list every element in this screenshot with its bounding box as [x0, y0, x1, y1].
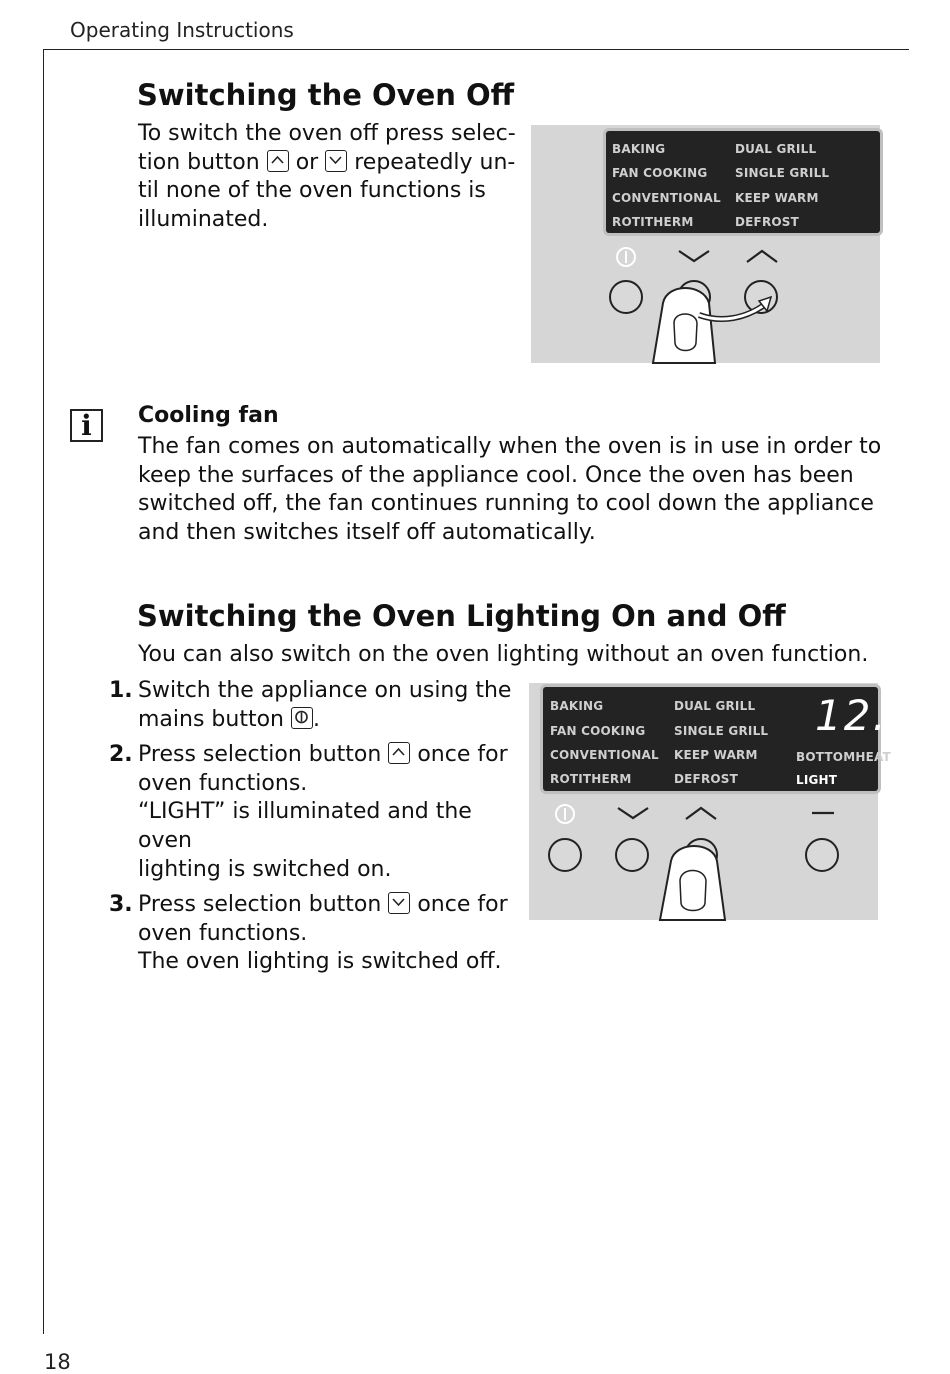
display-label: FAN COOKING	[612, 166, 708, 180]
text-line	[138, 149, 528, 178]
text-line	[138, 706, 523, 735]
display-label: BAKING	[612, 142, 666, 156]
text-line: Switch the appliance on using the	[138, 678, 512, 703]
display-label: ROTITHERM	[612, 215, 694, 229]
step-number: 2.	[109, 742, 133, 768]
down-button-icon	[325, 150, 347, 172]
text-line: The oven lighting is switched off.	[138, 949, 502, 975]
header-rule	[43, 49, 909, 50]
text-line: keep the surfaces of the appliance cool. Once the oven has been	[138, 462, 854, 488]
margin-rule	[43, 49, 44, 1334]
step-number: 3.	[109, 892, 133, 918]
list-item	[109, 677, 523, 734]
display-label: DUAL GRILL	[735, 142, 817, 156]
display-label: CONVENTIONAL	[550, 748, 659, 762]
text-fragment: mains button	[138, 706, 284, 732]
display-label: SINGLE GRILL	[735, 166, 830, 180]
text-line: “LIGHT” is illuminated and the oven	[138, 799, 472, 853]
display-label: BAKING	[550, 699, 604, 713]
text-fragment: Press selection button	[138, 742, 382, 768]
text-fragment: or	[295, 149, 319, 175]
text-line	[138, 741, 523, 770]
text-line: oven functions.	[138, 920, 308, 946]
oven-off-paragraph	[138, 120, 528, 234]
list-item	[109, 891, 523, 977]
control-panel-illustration-off	[531, 125, 880, 363]
display-label: ROTITHERM	[550, 772, 632, 786]
display-label: FAN COOKING	[550, 724, 646, 738]
running-title: Operating Instructions	[70, 18, 294, 42]
text-line	[138, 891, 523, 920]
text-fragment: repeatedly un-	[354, 149, 516, 175]
display-label: DEFROST	[674, 772, 739, 786]
section-heading-lighting: Switching the Oven Lighting On and Off	[137, 599, 786, 633]
display-label: DUAL GRILL	[674, 699, 756, 713]
up-button-icon	[267, 150, 289, 172]
display-label: KEEP WARM	[674, 748, 758, 762]
display-label: SINGLE GRILL	[674, 724, 769, 738]
text-line: til none of the oven functions is	[138, 178, 486, 204]
mains-button-icon	[291, 707, 313, 729]
text-line: switched off, the fan continues running to cool down the appliance	[138, 491, 874, 517]
display-label: BOTTOMHEAT	[796, 750, 891, 764]
note-paragraph	[138, 433, 898, 547]
text-fragment: Press selection button	[138, 892, 382, 918]
text-line: The fan comes on automatically when the oven is in use in order to	[138, 434, 882, 459]
page-number: 18	[44, 1350, 71, 1374]
step-number: 1.	[109, 678, 133, 703]
info-glyph: i	[81, 409, 92, 442]
text-fragment: tion button	[138, 149, 260, 175]
text-fragment: once for	[417, 742, 508, 768]
down-button-icon	[388, 892, 410, 914]
text-fragment: once for	[417, 892, 508, 918]
lighting-intro: You can also switch on the oven lighting without an oven function.	[138, 642, 869, 667]
text-line: To switch the oven off press selec-	[138, 121, 516, 146]
up-button-icon	[388, 742, 410, 764]
lighting-steps	[109, 677, 523, 977]
info-icon	[70, 409, 103, 442]
text-line: oven functions.	[138, 770, 308, 796]
section-heading-oven-off: Switching the Oven Off	[137, 78, 515, 112]
finger-icon	[531, 125, 880, 363]
note-title: Cooling fan	[138, 403, 279, 428]
display-label: CONVENTIONAL	[612, 191, 721, 205]
text-line: and then switches itself off automatically.	[138, 519, 596, 545]
display-label-lit: LIGHT	[796, 773, 838, 787]
control-panel-illustration-light	[529, 683, 917, 920]
list-item	[109, 741, 523, 884]
display-label: KEEP WARM	[735, 191, 819, 205]
clock-digits: 12.0	[815, 691, 917, 740]
finger-icon	[529, 683, 878, 920]
display-label: DEFROST	[735, 215, 800, 229]
text-line: illuminated.	[138, 206, 269, 232]
text-line: lighting is switched on.	[138, 856, 392, 882]
text-fragment: .	[313, 706, 320, 732]
